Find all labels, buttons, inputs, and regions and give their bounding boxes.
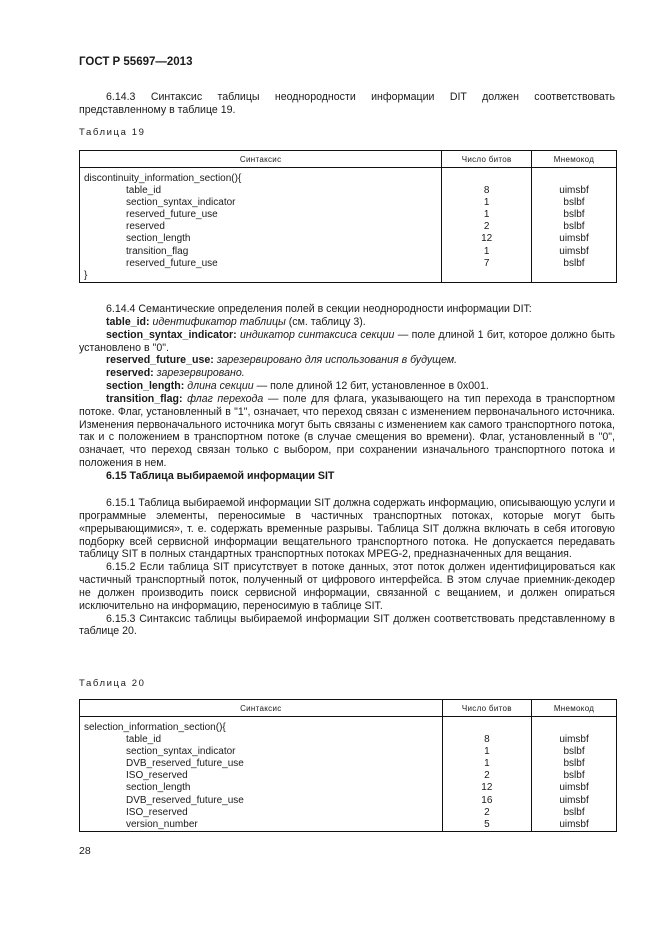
bits-cell: 8 (442, 734, 532, 746)
paragraph-6-14-3 (79, 91, 615, 117)
definition-term: reserved_future_use: (106, 354, 214, 367)
definition-term: section_length: (106, 380, 185, 393)
syntax-cell: reserved (80, 221, 442, 233)
table-19-caption: Таблица 19 (79, 127, 146, 138)
bits-cell: 7 (442, 258, 532, 270)
table-row (80, 270, 617, 283)
mnemonic-cell: bslbf (532, 807, 617, 819)
definition-term: reserved: (106, 367, 154, 380)
bits-cell: 16 (442, 795, 532, 807)
mnemonic-cell: uimsbf (532, 734, 617, 746)
mnemonic-cell: uimsbf (532, 795, 617, 807)
table-row (80, 221, 617, 233)
table-row (80, 246, 617, 258)
bits-cell: 1 (442, 746, 532, 758)
field-definition (79, 367, 615, 380)
table-row (80, 185, 617, 197)
mnemonic-cell: bslbf (531, 221, 616, 233)
table-row (80, 717, 617, 735)
syntax-cell: reserved_future_use (80, 209, 442, 221)
mnemonic-cell: uimsbf (531, 233, 616, 245)
syntax-cell: ISO_reserved (80, 807, 443, 819)
definition-term: transition_flag: (106, 392, 183, 405)
column-header-bits: Число битов (442, 151, 532, 168)
table-row (80, 758, 617, 770)
field-definition (79, 393, 615, 470)
column-header-syntax: Синтаксис (80, 700, 443, 717)
syntax-cell: section_length (80, 233, 442, 245)
column-header-syntax: Синтаксис (80, 151, 442, 168)
table-row (80, 233, 617, 245)
mnemonic-cell: bslbf (531, 197, 616, 209)
mnemonic-cell: uimsbf (532, 782, 617, 794)
mnemonic-cell: uimsbf (532, 819, 617, 832)
column-header-mnemonic: Мнемокод (532, 700, 617, 717)
bits-cell (442, 717, 532, 735)
bits-cell: 2 (442, 221, 532, 233)
mnemonic-cell (531, 270, 616, 283)
bits-cell: 2 (442, 807, 532, 819)
definition-detail: — поле длиной 1 бит, которое должно быть установлено в "0". (79, 328, 615, 354)
field-definition (79, 329, 615, 355)
field-definition (79, 380, 615, 393)
syntax-cell: section_syntax_indicator (80, 746, 443, 758)
definition-detail: (см. таблицу 3). (285, 315, 366, 328)
bits-cell: 1 (442, 758, 532, 770)
definition-meaning: индикатор синтаксиса секции (240, 328, 395, 341)
bits-cell: 2 (442, 770, 532, 782)
document-header: ГОСТ Р 55697—2013 (79, 56, 193, 68)
table-row (80, 807, 617, 819)
field-definition (79, 316, 615, 329)
bits-cell (442, 270, 532, 283)
mnemonic-cell: bslbf (532, 758, 617, 770)
syntax-cell: transition_flag (80, 246, 442, 258)
table-row (80, 782, 617, 794)
table-row (80, 795, 617, 807)
table-20-caption: Таблица 20 (79, 678, 146, 689)
paragraph-6-15-2: 6.15.2 Если таблица SIT присутствует в потоке данных, этот поток должен идентифицироваться как частичный транспортный поток, полученный от цифрового интерфейса. В этом случае приемник-декодер не должен производить поиск сервисной информации, связанной с вещанием, и должен опираться исключительно на информацию, переносимую в таблице SIT. (79, 561, 615, 612)
syntax-cell: ISO_reserved (80, 770, 443, 782)
syntax-cell: } (80, 270, 442, 283)
heading-6-15 (79, 470, 615, 483)
bits-cell (442, 168, 532, 186)
table-19 (79, 150, 617, 283)
paragraph-6-15-3: 6.15.3 Синтаксис таблицы выбираемой информации SIT должен соответствовать представленному в таблице 20. (79, 612, 615, 638)
column-header-bits: Число битов (442, 700, 532, 717)
definition-term: table_id: (106, 315, 150, 328)
bits-cell: 1 (442, 197, 532, 209)
definition-term: section_syntax_indicator: (106, 328, 237, 341)
table-row (80, 209, 617, 221)
syntax-cell: reserved_future_use (80, 258, 442, 270)
table-row (80, 734, 617, 746)
bits-cell: 12 (442, 233, 532, 245)
mnemonic-cell: uimsbf (531, 246, 616, 258)
syntax-cell: DVB_reserved_future_use (80, 758, 443, 770)
mnemonic-cell (531, 168, 616, 186)
bits-cell: 1 (442, 209, 532, 221)
mnemonic-cell: bslbf (531, 258, 616, 270)
table-row (80, 258, 617, 270)
mnemonic-cell: bslbf (531, 209, 616, 221)
table-row (80, 168, 617, 186)
syntax-cell: version_number (80, 819, 443, 832)
definition-meaning: идентификатор таблицы (152, 315, 286, 328)
section-6-14-4 (79, 303, 615, 470)
syntax-cell: selection_information_section(){ (80, 717, 443, 735)
section-6-15-body (79, 497, 615, 638)
mnemonic-cell: uimsbf (531, 185, 616, 197)
syntax-cell: section_syntax_indicator (80, 197, 442, 209)
field-definition (79, 354, 615, 367)
mnemonic-cell: bslbf (532, 770, 617, 782)
definition-meaning: длина секции (187, 380, 254, 393)
table-row (80, 746, 617, 758)
syntax-cell: table_id (80, 734, 443, 746)
table-row (80, 819, 617, 832)
syntax-cell: table_id (80, 185, 442, 197)
bits-cell: 8 (442, 185, 532, 197)
table-row (80, 197, 617, 209)
definition-detail: — поле для флага, указывающего на тип перехода в транспортном потоке. Флаг, установленный в "1", означает, что переход связан с изменением первоначального источника. Изменения первоначального источника могут быть связаны с изменением как самого транспортного потока, так и с положением в транспортном потоке (в случае смещения во времени). Флаг, установленный в "0", означает, что переход связан только с выбором, при сохранении изначального транспортного потока и положения в нем. (79, 392, 615, 470)
definition-detail: — поле длиной 12 бит, установленное в 0x001. (253, 380, 489, 393)
column-header-mnemonic: Мнемокод (531, 151, 616, 168)
paragraph-text: 6.14.4 Семантические определения полей в секции неоднородности информации DIT: (106, 303, 532, 315)
table-row (80, 770, 617, 782)
mnemonic-cell: bslbf (532, 746, 617, 758)
syntax-cell: discontinuity_information_section(){ (80, 168, 442, 186)
bits-cell: 5 (442, 819, 532, 832)
paragraph-text: 6.14.3 Синтаксис таблицы неоднородности информации DIT должен соответствовать представленному в таблице 19. (79, 91, 615, 116)
paragraph-6-15-1: 6.15.1 Таблица выбираемой информации SIT должна содержать информацию, описывающую услуги и программные элементы, переносимые в частичных транспортных потоках, которые могут быть «прерывающимися», т. е. содержать временные разрывы. Таблица SIT должна включать в себя итоговую подборку всей сервисной информации вещательного транспортного потока. Не допускается передавать таблицу SIT в полных стандартных транспортных потоках MPEG-2, предназначенных для вещания. (79, 497, 615, 561)
section-heading: 6.15 Таблица выбираемой информации SIT (106, 470, 335, 482)
syntax-cell: section_length (80, 782, 443, 794)
definition-meaning: зарезервировано для использования в будущем. (216, 354, 458, 367)
definition-meaning: зарезервировано. (156, 367, 245, 380)
syntax-cell: DVB_reserved_future_use (80, 795, 443, 807)
page-number: 28 (79, 845, 91, 857)
bits-cell: 1 (442, 246, 532, 258)
table-20 (79, 699, 617, 832)
definition-meaning: флаг перехода (187, 392, 264, 405)
bits-cell: 12 (442, 782, 532, 794)
mnemonic-cell (532, 717, 617, 735)
